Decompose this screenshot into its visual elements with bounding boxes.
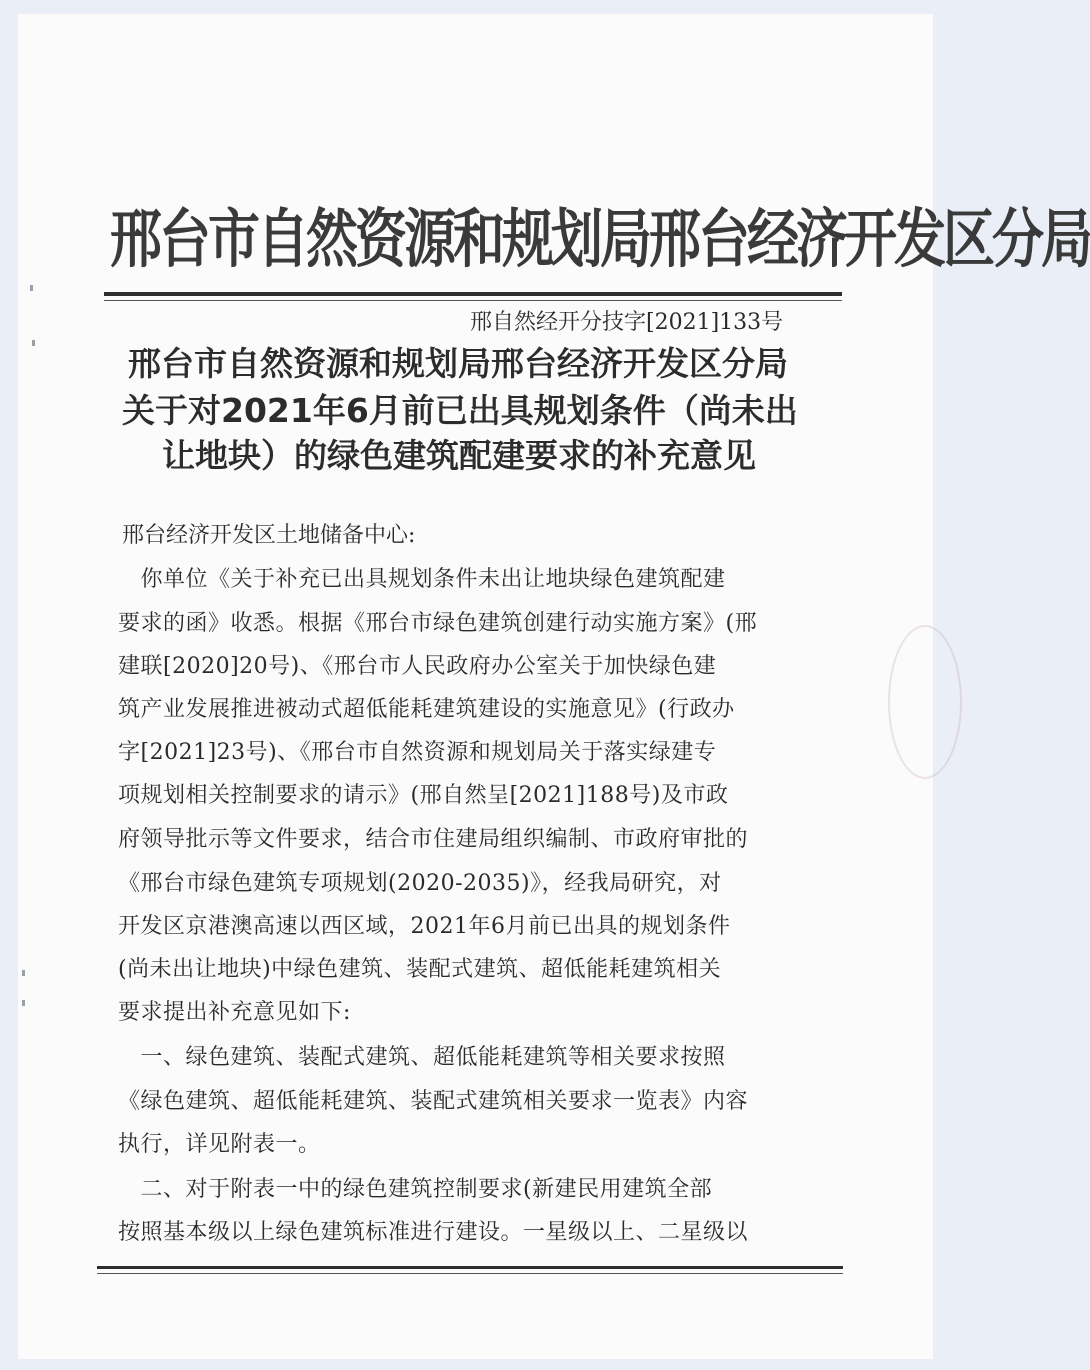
body-line: 要求的函》收悉。根据《邢台市绿色建筑创建行动实施方案》(邢 <box>118 611 758 636</box>
footer-rule-thin <box>97 1273 843 1274</box>
body-line: 《绿色建筑、超低能耗建筑、装配式建筑相关要求一览表》内容 <box>118 1089 749 1114</box>
body-line: 《邢台市绿色建筑专项规划(2020-2035)》，经我局研究，对 <box>118 871 722 896</box>
body-line: 一、绿色建筑、装配式建筑、超低能耗建筑等相关要求按照 <box>118 1045 726 1070</box>
body-line: 项规划相关控制要求的请示》(邢自然呈[2021]188号)及市政 <box>118 783 729 808</box>
header-rule <box>104 292 842 296</box>
body-line: 开发区京港澳高速以西区域，2021年6月前已出具的规划条件 <box>118 914 731 939</box>
org-header: 邢台市自然资源和规划局邢台经济开发区分局 <box>110 202 1090 278</box>
footer-rule <box>97 1266 843 1269</box>
seal-fragment-icon <box>888 625 962 779</box>
body-line: 府领导批示等文件要求，结合市住建局组织编制、市政府审批的 <box>118 827 749 852</box>
binding-mark-icon <box>22 970 25 976</box>
body-line: 执行，详见附表一。 <box>118 1132 321 1157</box>
body-line: 字[2021]23号)、《邢台市自然资源和规划局关于落实绿建专 <box>118 740 717 765</box>
body-line: 建联[2020]20号)、《邢台市人民政府办公室关于加快绿色建 <box>118 654 717 679</box>
body-line: 按照基本级以上绿色建筑标准进行建设。一星级以上、二星级以 <box>118 1220 749 1245</box>
document-number: 邢自然经开分技字[2021]133号 <box>470 310 784 335</box>
document-title-line-3: 让地块）的绿色建筑配建要求的补充意见 <box>162 436 756 475</box>
body-line: 筑产业发展推进被动式超低能耗建筑建设的实施意见》(行政办 <box>118 697 735 722</box>
body-line: 你单位《关于补充已出具规划条件未出让地块绿色建筑配建 <box>118 567 726 592</box>
document-title-line-2: 关于对2021年6月前已出具规划条件（尚未出 <box>122 391 798 430</box>
body-line: 要求提出补充意见如下: <box>118 1000 351 1025</box>
binding-mark-icon <box>22 1000 25 1006</box>
body-line: 二、对于附表一中的绿色建筑控制要求(新建民用建筑全部 <box>118 1177 713 1202</box>
body-line: (尚未出让地块)中绿色建筑、装配式建筑、超低能耗建筑相关 <box>118 957 722 982</box>
binding-mark-icon <box>30 285 33 291</box>
document-title-line-1: 邢台市自然资源和规划局邢台经济开发区分局 <box>128 344 788 383</box>
header-rule-thin <box>104 300 842 301</box>
addressee: 邢台经济开发区土地储备中心: <box>122 523 416 548</box>
binding-mark-icon <box>32 340 35 346</box>
